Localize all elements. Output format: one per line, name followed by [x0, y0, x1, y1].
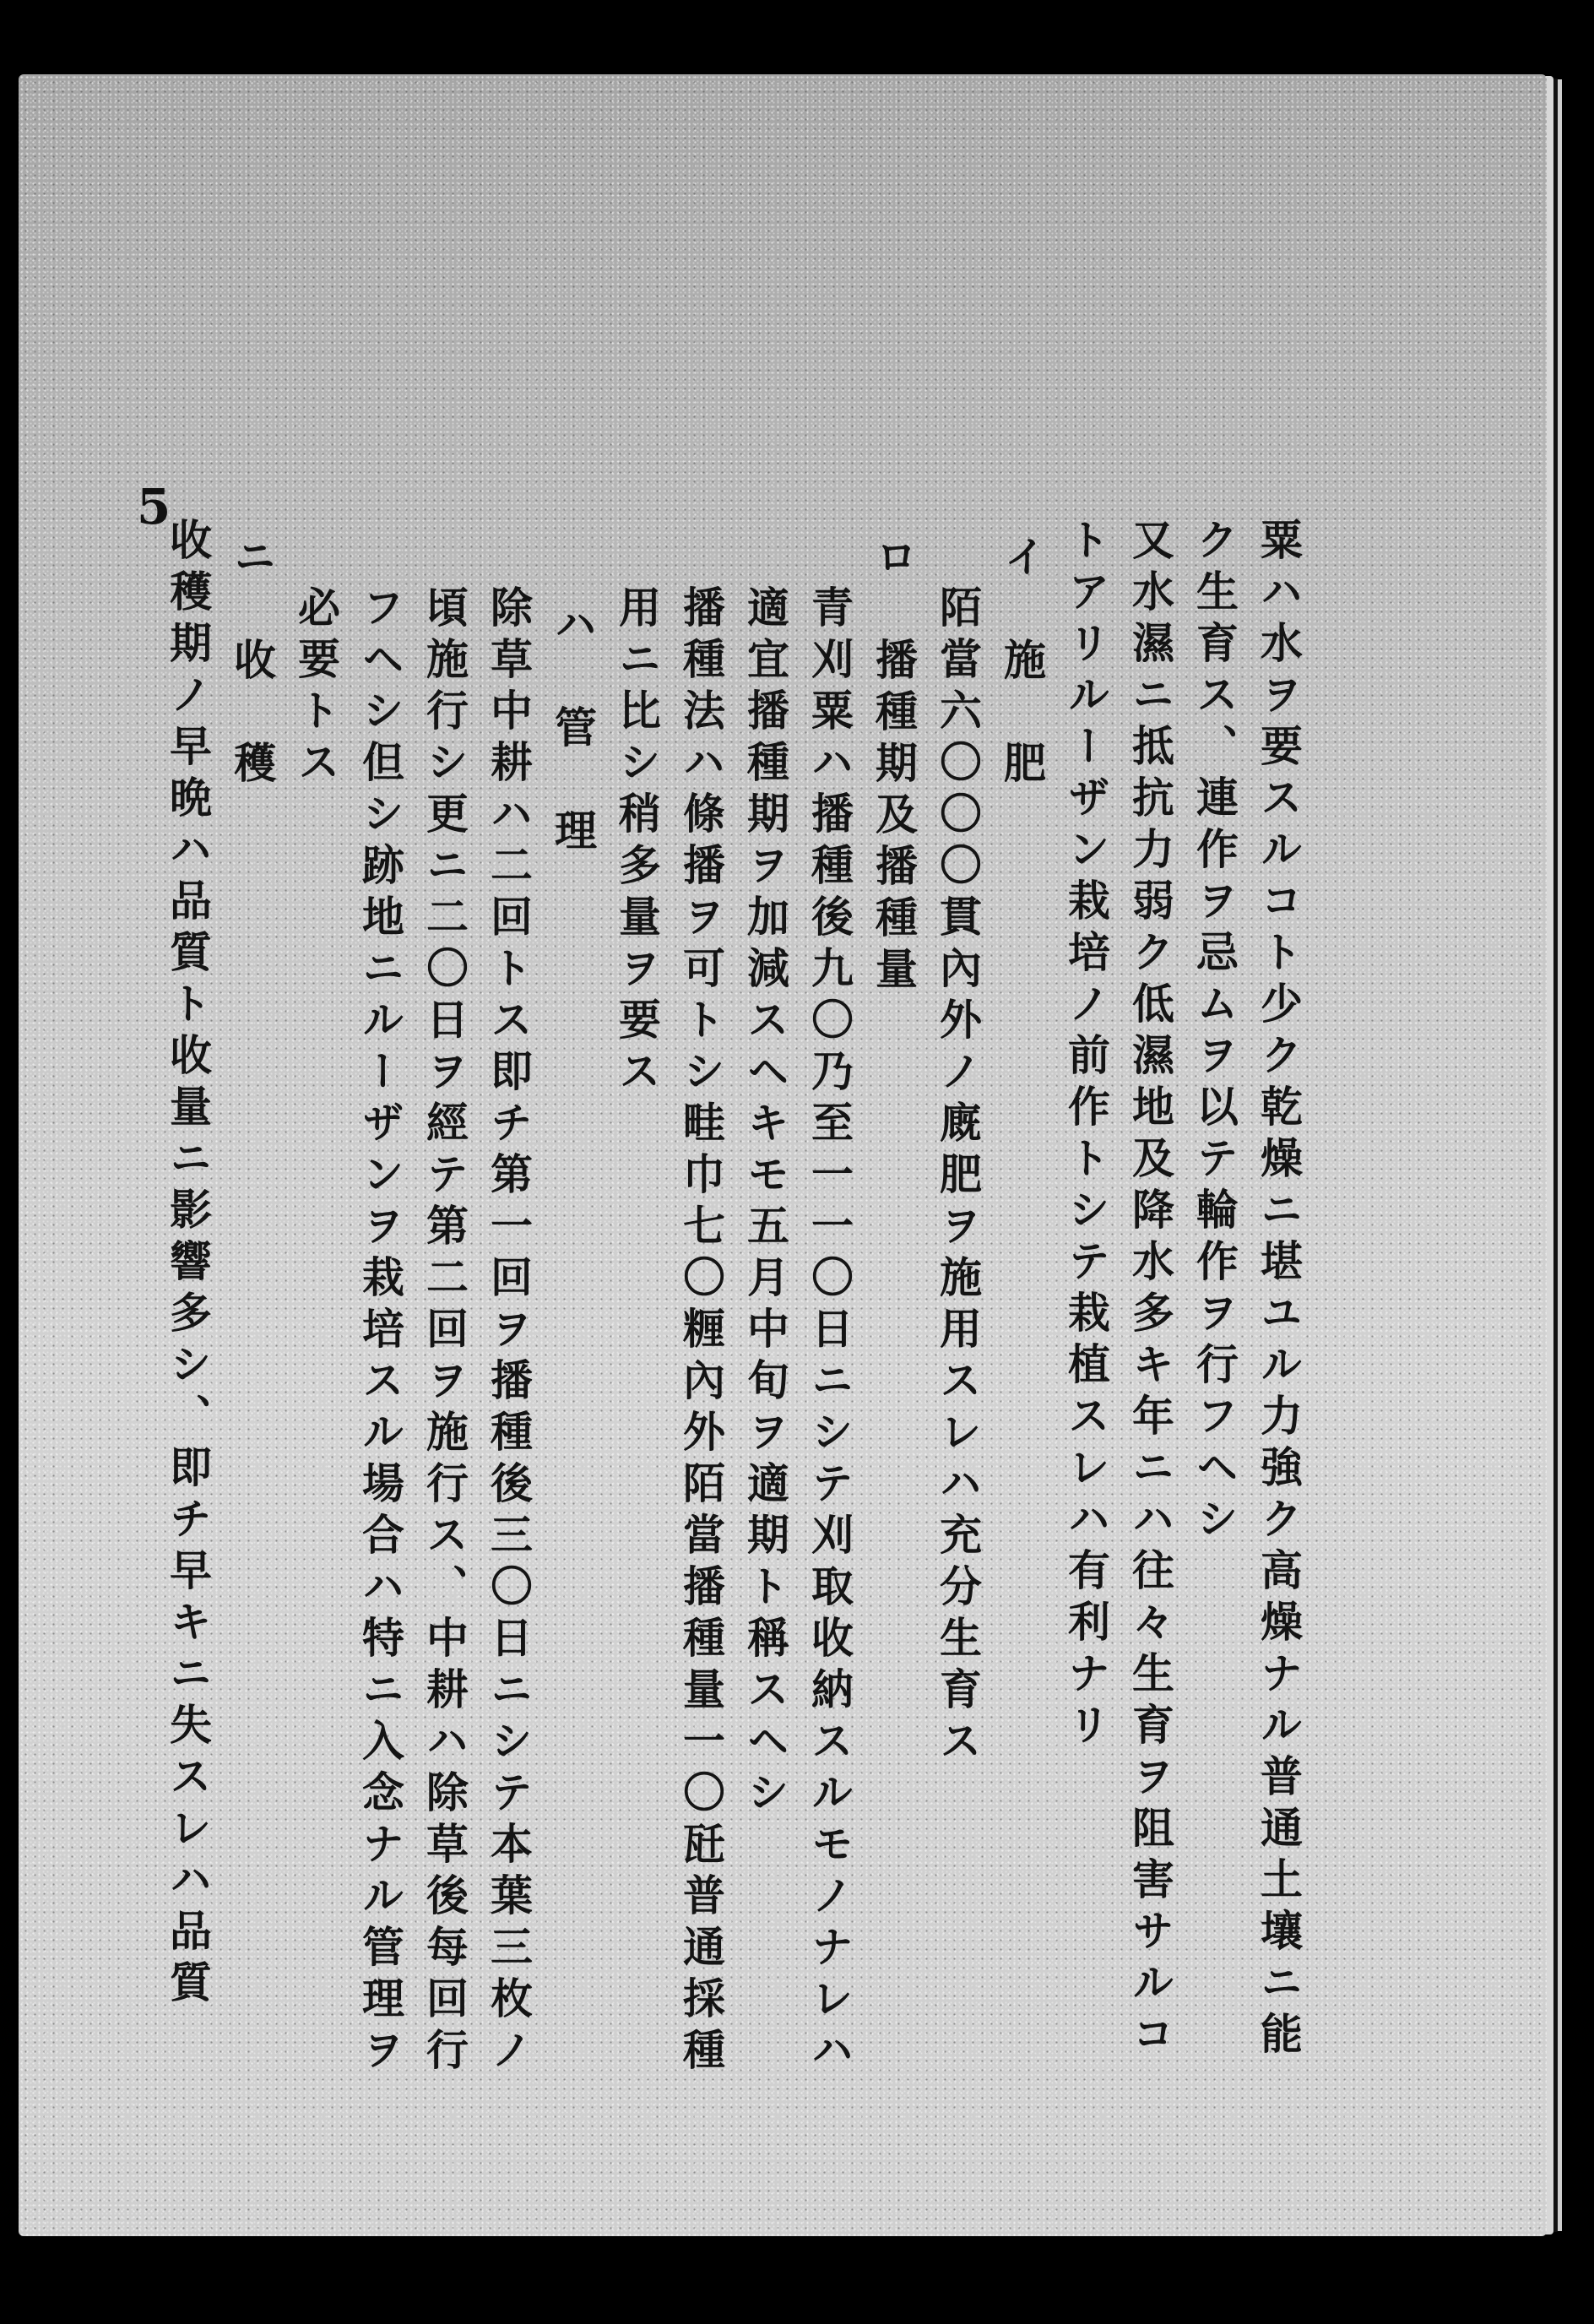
text-line: 收穫期ノ早晩ハ品質ト收量ニ影響多シ、即チ早キニ失スレハ品質: [163, 518, 212, 2012]
text-line: 又水濕ニ抵抗力弱ク低濕地及降水多キ年ニハ往々生育ヲ阻害サルコ: [1125, 518, 1174, 2063]
text-line: 頃施行シ更ニ二〇日ヲ經テ第二回ヲ施行ス、中耕ハ除草後每回行: [420, 585, 469, 2079]
text-line: 適宜播種期ヲ加減スヘキモ五月中旬ヲ適期ト稱スヘシ: [740, 585, 789, 1822]
text-line: ク生育ス、連作ヲ忌ムヲ以テ輪作ヲ行フヘシ: [1190, 518, 1239, 1548]
section-heading: ハ 管 理: [548, 602, 597, 860]
text-line: 播種法ハ條播ヲ可トシ畦巾七〇糎內外陌當播種量一〇瓩普通採種: [676, 585, 725, 2079]
text-line: フヘシ但シ跡地ニルーザンヲ栽培スル場合ハ特ニ入念ナル管理ヲ: [355, 585, 404, 2079]
section-heading: ロ 播種期及播種量: [869, 535, 918, 998]
page-number: 5: [137, 478, 171, 535]
book-page: [19, 74, 1547, 2236]
text-line: 青刈粟ハ播種後九〇乃至一一〇日ニシテ刈取收納スルモノナレハ: [805, 585, 854, 2079]
text-line: 陌當六〇〇〇貫內外ノ廐肥ヲ施用スレハ充分生育ス: [933, 585, 982, 1770]
text-line: 除草中耕ハ二回トス即チ第一回ヲ播種後三〇日ニシテ本葉三枚ノ: [484, 585, 533, 2079]
text-line: 用ニ比シ稍多量ヲ要ス: [612, 585, 661, 1100]
text-line: 必要トス: [291, 585, 340, 791]
section-heading: イ 施 肥: [997, 535, 1046, 792]
vertical-text-block: [145, 518, 1310, 2164]
section-heading: ニ 收 穫: [227, 535, 276, 792]
text-line: 粟ハ水ヲ要スルコト少ク乾燥ニ堪ユル力強ク高燥ナル普通土壤ニ能: [1254, 518, 1303, 2063]
text-line: トアリルーザン栽培ノ前作トシテ栽植スレハ有利ナリ: [1061, 518, 1110, 1754]
